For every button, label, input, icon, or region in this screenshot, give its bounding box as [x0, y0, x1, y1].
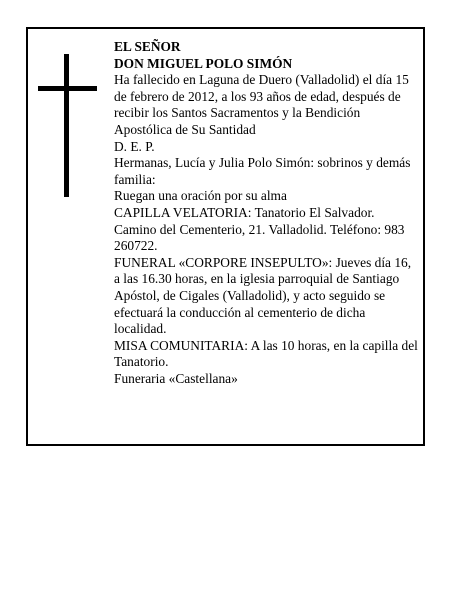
mass-info: MISA COMUNITARIA: A las 10 horas, en la capilla del Tanatorio.: [114, 337, 418, 370]
obituary-text: [114, 39, 419, 387]
wake-chapel-info: CAPILLA VELATORIA: Tanatorio El Salvador. Camino del Cementerio, 21. Valladolid. Teléfono: 983 260722.: [114, 204, 405, 254]
death-announcement: Ha fallecido en Laguna de Duero (Valladolid) el día 15 de febrero de 2012, a los 93 años de edad, después de recibir los Santos Sacramentos y la Bendición Apostólica de Su Santidad: [114, 72, 409, 137]
family-members: Hermanas, Lucía y Julia Polo Simón: sobrinos y demás familia:: [114, 155, 411, 187]
cross-icon: [38, 54, 97, 197]
funeral-home: Funeraria «Castellana»: [114, 370, 238, 386]
notice-title: EL SEÑOR: [114, 39, 181, 54]
funeral-info: FUNERAL «CORPORE INSEPULTO»: Jueves día 16, a las 16.30 horas, en la iglesia parroquial de Santiago Apóstol, de Cigales (Valladolid), y acto seguido se efectuará la conducción al cementerio de dicha localidad.: [114, 254, 412, 337]
prayer-request: Ruegan una oración por su alma: [114, 188, 287, 204]
cross-horizontal-bar: [38, 86, 97, 91]
cross-vertical-bar: [64, 54, 69, 197]
rest-in-peace: D. E. P.: [114, 138, 155, 154]
deceased-name: DON MIGUEL POLO SIMÓN: [114, 55, 293, 71]
